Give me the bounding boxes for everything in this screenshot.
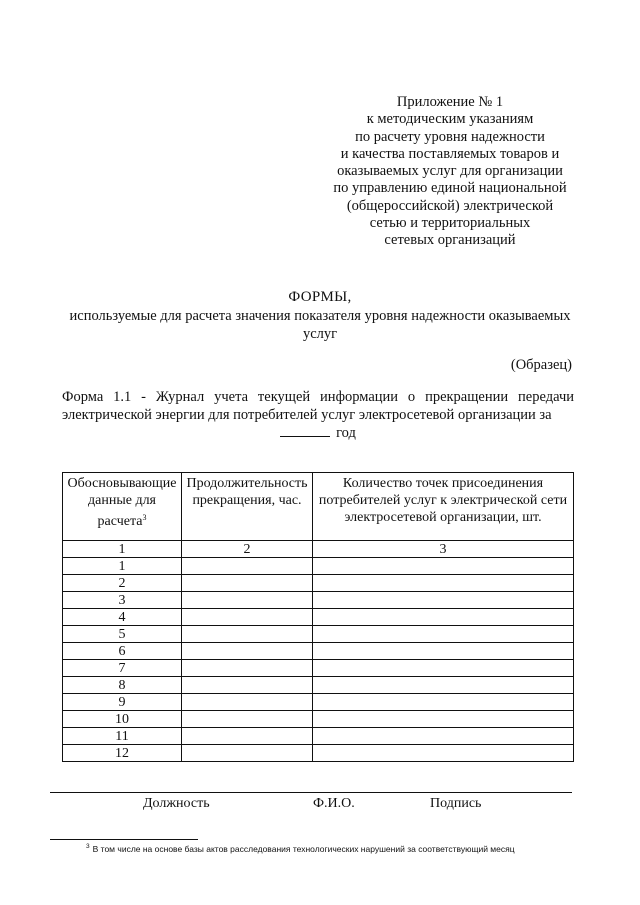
duration-cell[interactable] — [182, 558, 313, 575]
form-heading-year — [62, 424, 574, 443]
signature-line[interactable] — [50, 792, 572, 793]
points-cell[interactable] — [313, 558, 574, 575]
row-number: 7 — [63, 660, 182, 677]
duration-cell[interactable] — [182, 711, 313, 728]
points-cell[interactable] — [313, 728, 574, 745]
appendix-line: Приложение № 1 — [396, 94, 504, 110]
duration-cell[interactable] — [182, 660, 313, 677]
forms-title: ФОРМЫ, — [288, 289, 352, 305]
table-row — [63, 728, 574, 745]
signature-name-label: Ф.И.О. — [313, 796, 355, 811]
table-row — [63, 575, 574, 592]
column-number-row — [63, 541, 574, 558]
appendix-line: по расчету уровня надежности — [355, 128, 545, 145]
appendix-line: сетью и территориальных — [369, 215, 531, 232]
appendix-line: сетевых организаций — [384, 232, 516, 249]
footnote-text: В том числе на основе базы актов расследования технологических нарушений за соответствующий месяц — [92, 844, 515, 854]
table-row — [63, 626, 574, 643]
duration-cell[interactable] — [182, 643, 313, 660]
row-number: 11 — [63, 728, 182, 745]
row-number: 9 — [63, 694, 182, 711]
footnote-divider — [50, 839, 198, 840]
duration-cell[interactable] — [182, 677, 313, 694]
footnote-ref: 3 — [142, 513, 147, 522]
points-cell[interactable] — [313, 643, 574, 660]
points-cell[interactable] — [313, 660, 574, 677]
points-cell[interactable] — [313, 745, 574, 762]
form-heading-line1: Форма 1.1 - Журнал учета текущей информации о прекращении передачи — [62, 389, 574, 405]
forms-subtitle — [60, 307, 580, 343]
appendix-line: и качества поставляемых товаров и — [340, 145, 560, 162]
year-blank-field[interactable] — [280, 424, 330, 437]
row-number: 4 — [63, 609, 182, 626]
table-row — [63, 711, 574, 728]
table-row — [63, 558, 574, 575]
form-heading — [62, 389, 574, 443]
duration-cell[interactable] — [182, 626, 313, 643]
table-row — [63, 745, 574, 762]
table-row — [63, 609, 574, 626]
row-number: 6 — [63, 643, 182, 660]
duration-cell[interactable] — [182, 575, 313, 592]
row-number: 3 — [63, 592, 182, 609]
year-label: год — [336, 425, 356, 441]
column-number: 1 — [63, 541, 182, 558]
duration-cell[interactable] — [182, 609, 313, 626]
points-cell[interactable] — [313, 609, 574, 626]
table-header-row — [63, 473, 574, 541]
points-cell[interactable] — [313, 677, 574, 694]
table-row — [63, 592, 574, 609]
form-heading-line2: электрической энергии для потребителей услуг электросетевой организации за — [62, 406, 552, 423]
column-number: 2 — [182, 541, 313, 558]
signature-position-label: Должность — [143, 796, 210, 811]
appendix-line: к методическим указаниям — [366, 111, 534, 128]
table-row — [63, 677, 574, 694]
table-row — [63, 643, 574, 660]
row-number: 12 — [63, 745, 182, 762]
appendix-header — [300, 94, 600, 250]
duration-cell[interactable] — [182, 592, 313, 609]
forms-subtitle-line1: используемые для расчета значения показателя уровня надежности оказываемых — [69, 308, 571, 324]
points-cell[interactable] — [313, 626, 574, 643]
points-cell[interactable] — [313, 575, 574, 592]
sample-label: (Образец) — [510, 357, 572, 373]
header-connection-points: Количество точек присоединения потребителей услуг к электрической сети электросетевой организации, шт. — [313, 473, 574, 541]
footnote — [86, 843, 515, 854]
row-number: 10 — [63, 711, 182, 728]
header-justification: Обосновывающие данные для расчета$^3$ — [63, 473, 182, 541]
footnote-mark: 3 — [86, 843, 90, 850]
appendix-line: (общероссийской) электрической — [346, 197, 554, 214]
row-number: 5 — [63, 626, 182, 643]
column-number: 3 — [313, 541, 574, 558]
table-row — [63, 694, 574, 711]
appendix-line: оказываемых услуг для организации — [337, 163, 563, 180]
row-number: 1 — [63, 558, 182, 575]
journal-table — [62, 472, 574, 762]
signature-sign-label: Подпись — [430, 796, 482, 811]
duration-cell[interactable] — [182, 745, 313, 762]
points-cell[interactable] — [313, 694, 574, 711]
points-cell[interactable] — [313, 711, 574, 728]
duration-cell[interactable] — [182, 728, 313, 745]
forms-subtitle-line2: услуг — [302, 326, 338, 342]
points-cell[interactable] — [313, 592, 574, 609]
table-row — [63, 660, 574, 677]
row-number: 2 — [63, 575, 182, 592]
appendix-line: по управлению единой национальной — [333, 180, 567, 197]
header-duration: Продолжительность прекращения, час. — [182, 473, 313, 541]
row-number: 8 — [63, 677, 182, 694]
duration-cell[interactable] — [182, 694, 313, 711]
